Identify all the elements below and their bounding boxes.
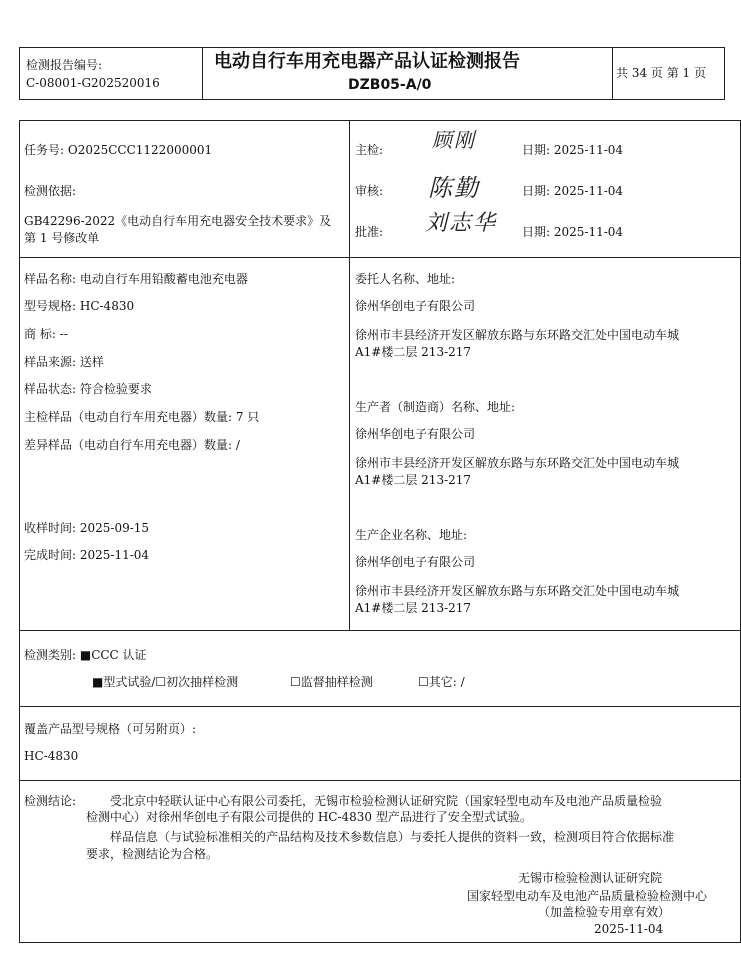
row-line-2 bbox=[19, 630, 741, 631]
client-address-1: 徐州市丰县经济开发区解放东路与东环路交汇处中国电动车城 bbox=[355, 328, 680, 342]
conclusion-label: 检测结论: bbox=[24, 794, 77, 808]
reviewer-date: 日期: 2025-11-04 bbox=[522, 184, 624, 198]
main-inspector-label: 主检: bbox=[355, 143, 384, 157]
category-option-type-test: ■型式试验/☐初次抽样检测 bbox=[92, 675, 239, 689]
reviewer-signature: 陈勤 bbox=[428, 174, 480, 202]
sample-received: 收样时间: 2025-09-15 bbox=[24, 521, 150, 535]
conclusion-p1-line2: 检测中心）对徐州华创电子有限公司提供的 HC-4830 型产品进行了安全型式试验。 bbox=[86, 810, 532, 824]
sample-main-qty: 主检样品（电动自行车用充电器）数量: 7 只 bbox=[24, 410, 260, 424]
client-name: 徐州华创电子有限公司 bbox=[355, 299, 476, 313]
sample-trademark: 商 标: -- bbox=[24, 327, 68, 341]
task-no: 任务号: O2025CCC1122000001 bbox=[24, 143, 213, 157]
report-subtitle: DZB05-A/0 bbox=[348, 77, 432, 93]
conclusion-p2-line2: 要求，检测结论为合格。 bbox=[86, 847, 219, 861]
category-line: 检测类别: ■CCC 认证 bbox=[24, 648, 147, 662]
client-label: 委托人名称、地址: bbox=[355, 272, 456, 286]
header-divider-2 bbox=[612, 47, 613, 100]
factory-address-1: 徐州市丰县经济开发区解放东路与东环路交汇处中国电动车城 bbox=[355, 584, 680, 598]
conclusion-date: 2025-11-04 bbox=[594, 922, 664, 936]
category-option-supervision: ☐监督抽样检测 bbox=[290, 675, 373, 689]
col-divider bbox=[349, 120, 350, 631]
page-info: 共 34 页 第 1 页 bbox=[616, 66, 706, 80]
main-inspector-date: 日期: 2025-11-04 bbox=[522, 143, 624, 157]
maker-address-1: 徐州市丰县经济开发区解放东路与东环路交汇处中国电动车城 bbox=[355, 456, 680, 470]
report-title: 电动自行车用充电器产品认证检测报告 bbox=[214, 51, 520, 72]
coverage-value: HC-4830 bbox=[24, 749, 79, 763]
basis-label: 检测依据: bbox=[24, 184, 77, 198]
approver-signature: 刘志华 bbox=[425, 211, 498, 236]
header-divider-1 bbox=[202, 47, 203, 100]
conclusion-org-2: 国家轻型电动车及电池产品质量检验检测中心 bbox=[467, 889, 708, 903]
category-option-other: ☐其它: / bbox=[418, 675, 465, 689]
main-inspector-signature: 顾刚 bbox=[432, 128, 476, 152]
approver-date: 日期: 2025-11-04 bbox=[522, 225, 624, 239]
maker-name: 徐州华创电子有限公司 bbox=[355, 427, 476, 441]
conclusion-p1-line1: 受北京中轻联认证中心有限公司委托，无锡市检验检测认证研究院（国家轻型电动车及电池产品质量检验 bbox=[110, 794, 663, 808]
basis-line2: 第 1 号修改单 bbox=[24, 231, 100, 245]
reviewer-label: 审核: bbox=[355, 184, 384, 198]
maker-address-2: A1#楼二层 213-217 bbox=[355, 473, 472, 487]
row-line-3 bbox=[19, 706, 741, 707]
coverage-label: 覆盖产品型号规格（可另附页）: bbox=[24, 722, 197, 736]
basis-line1: GB42296-2022《电动自行车用充电器安全技术要求》及 bbox=[24, 214, 332, 228]
factory-name: 徐州华创电子有限公司 bbox=[355, 555, 476, 569]
sample-status: 样品状态: 符合检验要求 bbox=[24, 382, 152, 396]
maker-label: 生产者（制造商）名称、地址: bbox=[355, 400, 516, 414]
report-no-label: 检测报告编号: bbox=[26, 58, 103, 72]
sample-diff-qty: 差异样品（电动自行车用充电器）数量: / bbox=[24, 438, 240, 452]
factory-label: 生产企业名称、地址: bbox=[355, 528, 468, 542]
conclusion-p2-line1: 样品信息（与试验标准相关的产品结构及技术参数信息）与委托人提供的资料一致，检测项目符合依据标准 bbox=[110, 830, 675, 844]
sample-name: 样品名称: 电动自行车用铅酸蓄电池充电器 bbox=[24, 272, 248, 286]
row-line-1 bbox=[19, 257, 741, 258]
report-no: C-08001-G202520016 bbox=[26, 76, 160, 90]
sample-model: 型号规格: HC-4830 bbox=[24, 299, 135, 313]
row-line-4 bbox=[19, 780, 741, 781]
approver-label: 批准: bbox=[355, 225, 384, 239]
sample-source: 样品来源: 送样 bbox=[24, 355, 104, 369]
factory-address-2: A1#楼二层 213-217 bbox=[355, 601, 472, 615]
conclusion-stamp-note: （加盖检验专用章有效） bbox=[538, 905, 671, 919]
sample-completed: 完成时间: 2025-11-04 bbox=[24, 548, 150, 562]
client-address-2: A1#楼二层 213-217 bbox=[355, 345, 472, 359]
conclusion-org-1: 无锡市检验检测认证研究院 bbox=[518, 871, 663, 885]
